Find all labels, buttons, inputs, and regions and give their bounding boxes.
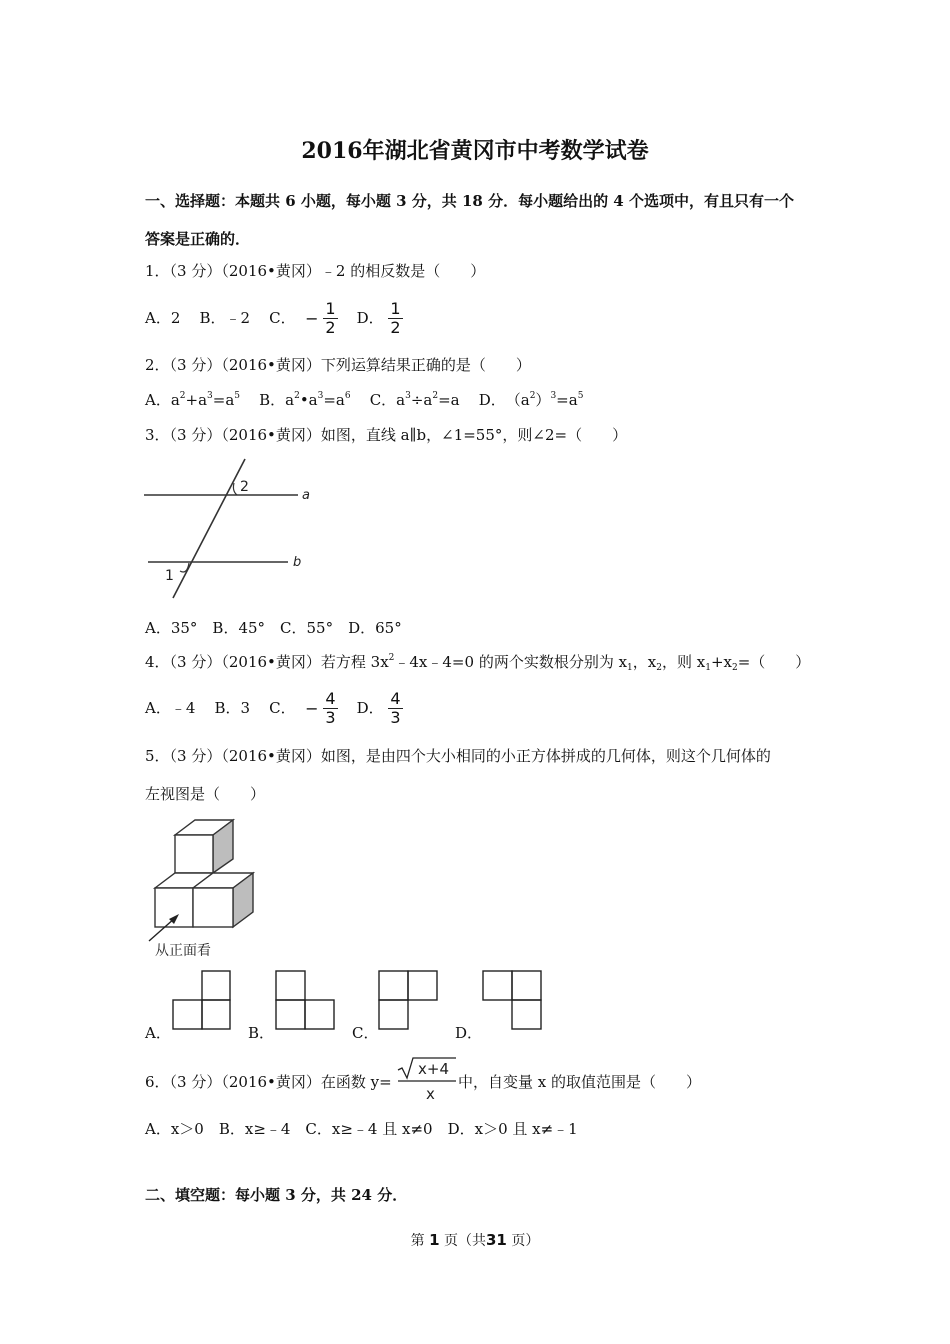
- q4-c-denominator: 3: [325, 708, 336, 727]
- page-title: 2016年湖北省黄冈市中考数学试卷: [301, 138, 649, 164]
- q2-option-b: B．$a^2•a^3=a^6$: [259, 391, 351, 409]
- q1-option-d-fraction: [388, 300, 402, 337]
- angle-1-label: 1: [165, 568, 174, 584]
- q4-option-d: D．: [356, 698, 384, 717]
- q1-d-numerator: 1: [390, 299, 401, 318]
- q6-denominator: x: [426, 1085, 435, 1103]
- section2-heading: 二、填空题：每小题 3 分，共 24 分．: [145, 1186, 408, 1204]
- q5-option-d-figure: [481, 969, 543, 1031]
- q5-option-b-figure: [274, 969, 336, 1031]
- q1-d-denominator: 2: [390, 318, 401, 337]
- q1-option-a: A．2: [145, 308, 181, 327]
- q5-option-a-label: A．: [145, 1024, 171, 1042]
- transversal-line: [173, 459, 245, 598]
- q4-options: [145, 690, 403, 727]
- q4-stem: 4．（3 分）（2016•黄冈）若方程 $3x^2﹣4x﹣4=0$ 的两个实数根分别为 $x_1$，$x_2$，则 $x_1+x_2=$（ ）: [145, 653, 811, 673]
- q5-option-d-label: D．: [455, 1024, 483, 1042]
- q5-stem-line2: 左视图是（ ）: [145, 785, 266, 803]
- q4-option-c-fraction: [323, 690, 337, 727]
- q5-option-a-figure: [171, 969, 233, 1031]
- page-footer: 第 1 页（共31 页）: [410, 1231, 540, 1249]
- q4-option-d-fraction: [388, 690, 402, 727]
- q2-option-d: D．$(a^2)^3=a^5$: [478, 391, 584, 409]
- q6-stem-suffix: 中，自变量 x 的取值范围是（ ）: [458, 1073, 701, 1091]
- q1-option-b: B．﹣2: [199, 308, 251, 327]
- line-a-label: a: [302, 488, 310, 503]
- q4-d-denominator: 3: [390, 708, 401, 727]
- q2-options: [145, 389, 583, 410]
- q6-options: A．x＞0 B．x≥﹣4 C．x≥﹣4 且 x≠0 D．x＞0 且 x≠﹣1: [145, 1120, 578, 1138]
- q2-option-a: A．$a^2+a^3=a^5$: [145, 391, 241, 409]
- q2-option-c: C．$a^3\div a^2=a$: [369, 391, 460, 409]
- q1-c-denominator: 2: [325, 318, 336, 337]
- q6-function-fraction: [396, 1056, 458, 1104]
- q4-option-b: B．3: [214, 698, 251, 717]
- q1-option-d: D．: [356, 308, 384, 327]
- line-b-label: b: [293, 555, 302, 570]
- section1-heading-line1: 一、选择题：本题共 6 小题，每小题 3 分，共 18 分．每小题给出的 4 个选项中，有且只有一个: [145, 192, 794, 210]
- q4-option-a: A．﹣4: [145, 698, 196, 717]
- q4-option-c-sign: −: [305, 699, 319, 718]
- q1-option-c-fraction: [323, 300, 337, 337]
- q1-options: [145, 300, 403, 337]
- q4-d-numerator: 4: [390, 689, 401, 708]
- q3-stem: 3．（3 分）（2016•黄冈）如图，直线 a∥b，∠1=55°，则∠2=（ ）: [145, 426, 628, 444]
- q4-c-numerator: 4: [325, 689, 336, 708]
- q5-option-b-label: B．: [248, 1024, 275, 1042]
- q6-numerator: x+4: [418, 1060, 449, 1078]
- q2-stem: 2．（3 分）（2016•黄冈）下列运算结果正确的是（ ）: [145, 356, 531, 374]
- q1-option-c: C．: [269, 308, 296, 327]
- q5-stem-line1: 5．（3 分）（2016•黄冈）如图，是由四个大小相同的小正方体拼成的几何体，则这个几何体的: [145, 747, 771, 765]
- front-view-label: 从正面看: [155, 943, 211, 959]
- angle-2-label: 2: [240, 479, 249, 495]
- q1-option-c-sign: −: [305, 309, 319, 328]
- section1-heading-line2: 答案是正确的．: [145, 230, 251, 248]
- q3-parallel-lines-figure: [140, 455, 320, 605]
- q1-stem: 1．（3 分）（2016•黄冈）﹣2 的相反数是（ ）: [145, 262, 486, 280]
- q1-c-numerator: 1: [325, 299, 336, 318]
- q5-option-c-label: C．: [352, 1024, 379, 1042]
- q3-options: A．35° B．45° C．55° D．65°: [145, 619, 402, 637]
- q6-stem-prefix: 6．（3 分）（2016•黄冈）在函数 y=: [145, 1073, 392, 1091]
- q4-option-c: C．: [269, 698, 296, 717]
- q5-option-c-figure: [377, 969, 439, 1031]
- angle-2-arc: [233, 483, 237, 495]
- q5-cube-solid-figure: [145, 815, 265, 960]
